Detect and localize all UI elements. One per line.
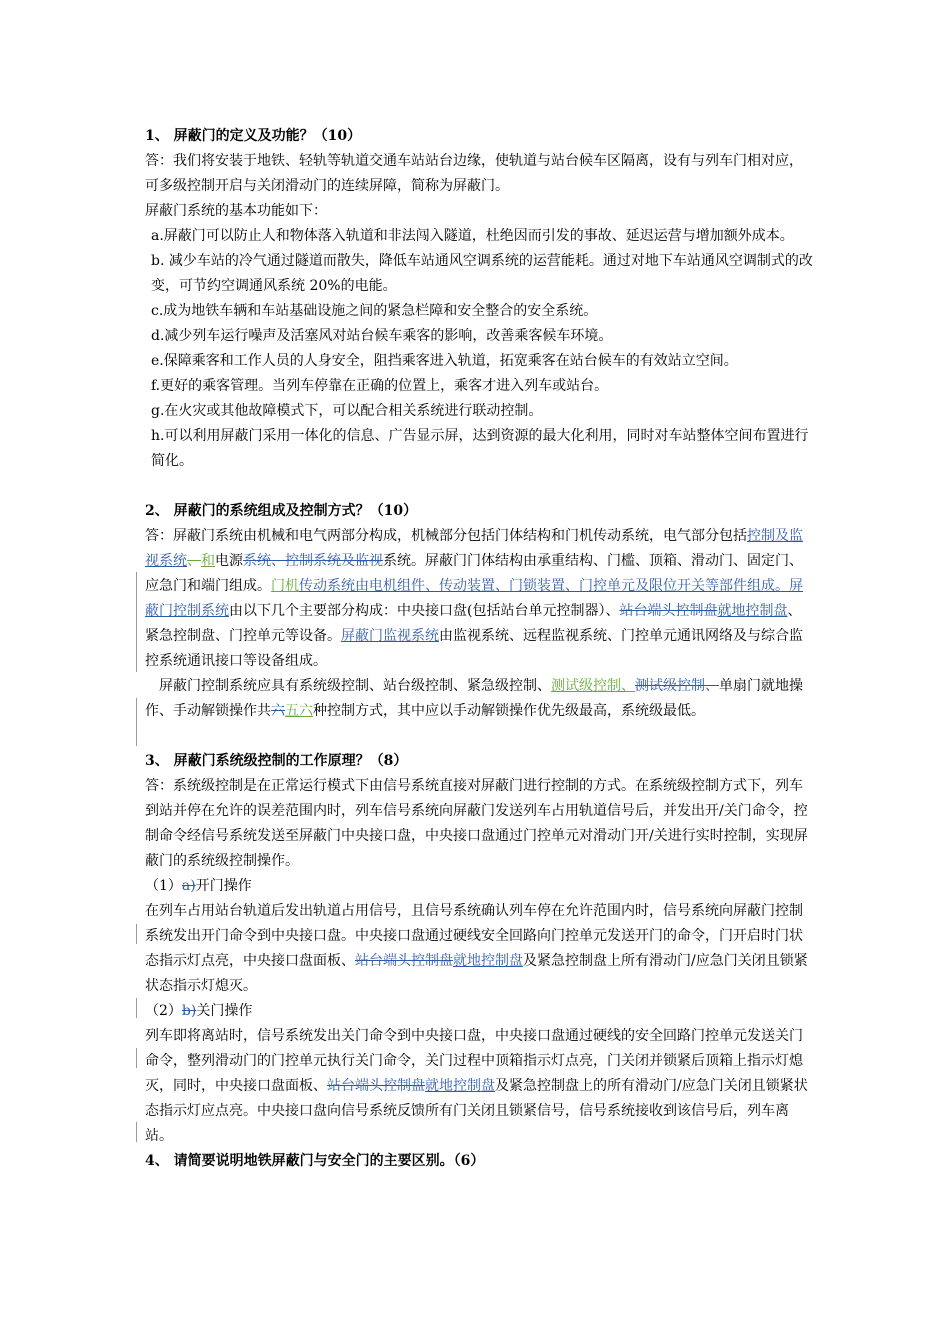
text-run: 由以下几个主要部分构成：中央接口盘(包括站台单元控制器）、 bbox=[229, 603, 620, 619]
insertion: 屏蔽门监视系统 bbox=[341, 628, 439, 644]
deletion: 测试级控制、 bbox=[635, 678, 719, 694]
change-bar bbox=[136, 1122, 137, 1142]
text-run: （1） bbox=[145, 878, 182, 894]
text-run: 列车即将离站时，信号系统发出关门命令到中央接口盘，中央接口盘通过硬线的安全回路门控单元发送关门命令，整列滑动门的门控单元执行关门命令，关门过程中顶箱指示灯点亮，门关闭并锁紧后顶箱上指示灯熄灭，同时，中央接口盘面板、 bbox=[145, 1028, 803, 1094]
function-item-f: f.更好的乘客管理。当列车停靠在正确的位置上，乘客才进入列车或站台。 bbox=[151, 378, 609, 394]
text-run: （2） bbox=[145, 1003, 182, 1019]
insertion: 控制及监视系统 bbox=[145, 528, 803, 569]
change-bar bbox=[136, 924, 137, 944]
spacer bbox=[145, 724, 813, 749]
question-3-title: 3、 屏蔽门系统级控制的工作原理？（8） bbox=[145, 753, 408, 769]
close-operation-heading bbox=[145, 999, 813, 1024]
insertion: 五六 bbox=[285, 703, 313, 719]
text-run: 及紧急控制盘上所有滑动门/应急门关闭且锁紧状态指示灯熄灭。 bbox=[145, 953, 808, 994]
question-1-intro: 屏蔽门系统的基本功能如下： bbox=[145, 203, 327, 219]
function-item-g: g.在火灾或其他故障模式下，可以配合相关系统进行联动控制。 bbox=[151, 403, 543, 419]
deletion: 、 bbox=[187, 553, 201, 569]
change-bar bbox=[136, 572, 137, 672]
insertion: 和 bbox=[201, 553, 215, 569]
deletion: b) bbox=[181, 1003, 197, 1019]
change-bar bbox=[136, 998, 137, 1018]
text-run: 系统。屏蔽门门体结构由承重结构、门槛、顶箱、滑动门、固定门、应急门和端门组成。 bbox=[145, 553, 803, 594]
question-1-title: 1、 屏蔽门的定义及功能？（10） bbox=[145, 128, 362, 144]
text-run: 由监视系统、远程监视系统、门控单元通讯网络及与综合监控系统通讯接口等设备组成。 bbox=[145, 628, 803, 669]
document-body bbox=[145, 124, 813, 1174]
text-run: 电源 bbox=[215, 553, 243, 569]
text-run: 单扇门就地操作、手动解锁操作共 bbox=[145, 678, 803, 719]
function-item-e: e.保障乘客和工作人员的人身安全，阻挡乘客进入轨道，拓宽乘客在站台候车的有效站立空间。 bbox=[151, 353, 738, 369]
open-operation-text bbox=[145, 899, 813, 999]
deletion: 站台端头控制盘 bbox=[619, 603, 718, 619]
text-run: 在列车占用站台轨道后发出轨道占用信号，且信号系统确认列车停在允许范围内时，信号系统向屏蔽门控制系统发出开门命令到中央接口盘。中央接口盘通过硬线安全回路向门控单元发送开门的命令，门开启时门状态指示灯点亮，中央接口盘面板、 bbox=[145, 903, 803, 969]
insertion: 测试级控制、 bbox=[551, 678, 635, 694]
close-operation-text bbox=[145, 1024, 813, 1149]
text-run: 及紧急控制盘上的所有滑动门/应急门关闭且锁紧状态指示灯应点亮。中央接口盘向信号系统反馈所有门关闭且锁紧信号，信号系统接收到该信号后，列车离站。 bbox=[145, 1078, 808, 1144]
deletion: 站台端头控制盘 bbox=[327, 1078, 425, 1094]
text-run: 、紧急控制盘、门控单元等设备。 bbox=[145, 603, 802, 644]
function-item-d: d.减少列车运行噪声及活塞风对站台候车乘客的影响，改善乘客候车环境。 bbox=[151, 328, 613, 344]
function-item-a: a.屏蔽门可以防止人和物体落入轨道和非法闯入隧道，杜绝因而引发的事故、延迟运营与增加额外成本。 bbox=[151, 228, 794, 244]
spacer bbox=[145, 474, 813, 499]
deletion: a) bbox=[181, 878, 196, 894]
text-run: 种控制方式，其中应以手动解锁操作优先级最高，系统级最低。 bbox=[313, 703, 705, 719]
deletion: 系统、控制系统及监视 bbox=[243, 553, 383, 569]
function-item-c: c.成为地铁车辆和车站基础设施之间的紧急栏障和安全整合的安全系统。 bbox=[151, 303, 598, 319]
insertion: 门机 bbox=[271, 578, 299, 594]
question-2-answer bbox=[145, 524, 813, 674]
deletion: 六 bbox=[271, 703, 285, 719]
question-3-answer: 答：系统级控制是在正常运行模式下由信号系统直接对屏蔽门进行控制的方式。在系统级控制方式下，列车到站并停在允许的误差范围内时，列车信号系统向屏蔽门发送列车占用轨道信号后，并发出开/关门命令，控制命令经信号系统发送至屏蔽门中央接口盘，中央接口盘通过门控单元对滑动门开/关进行实时控制，实现屏蔽门的系统级控制操作。 bbox=[145, 778, 808, 869]
question-2-control-modes bbox=[145, 674, 813, 724]
open-operation-heading bbox=[145, 874, 813, 899]
change-bar bbox=[136, 698, 137, 746]
insertion: 就地控制盘 bbox=[717, 603, 788, 619]
text-run: 关门操作 bbox=[196, 1003, 253, 1019]
text-run: 屏蔽门控制系统应具有系统级控制、站台级控制、紧急级控制、 bbox=[159, 678, 551, 694]
question-2-title: 2、 屏蔽门的系统组成及控制方式？（10） bbox=[145, 503, 418, 519]
function-item-b: b. 减少车站的冷气通过隧道而散失，降低车站通风空调系统的运营能耗。通过对地下车站通风空调制式的改变，可节约空调通风系统 20%的电能。 bbox=[151, 253, 813, 294]
insertion: 就地控制盘 bbox=[453, 953, 523, 969]
function-item-h: h.可以利用屏蔽门采用一体化的信息、广告显示屏，达到资源的最大化利用，同时对车站整体空间布置进行简化。 bbox=[151, 428, 809, 469]
deletion: 站台端头控制盘 bbox=[355, 953, 453, 969]
text-run: 开门操作 bbox=[195, 878, 252, 894]
change-bar bbox=[136, 1048, 137, 1068]
text-run: 答：屏蔽门系统由机械和电气两部分构成，机械部分包括门体结构和门机传动系统，电气部分包括 bbox=[145, 528, 747, 544]
insertion: 传动系统由电机组件、传动装置、门锁装置、门控单元及限位开关等部件组成。屏蔽门控制系统 bbox=[145, 578, 803, 619]
question-4-title: 4、 请简要说明地铁屏蔽门与安全门的主要区别。（6） bbox=[145, 1153, 485, 1169]
insertion: 就地控制盘 bbox=[425, 1078, 495, 1094]
question-1-answer: 答：我们将安装于地铁、轻轨等轨道交通车站站台边缘，使轨道与站台候车区隔离，设有与列车门相对应，可多级控制开启与关闭滑动门的连续屏障，简称为屏蔽门。 bbox=[145, 153, 803, 194]
